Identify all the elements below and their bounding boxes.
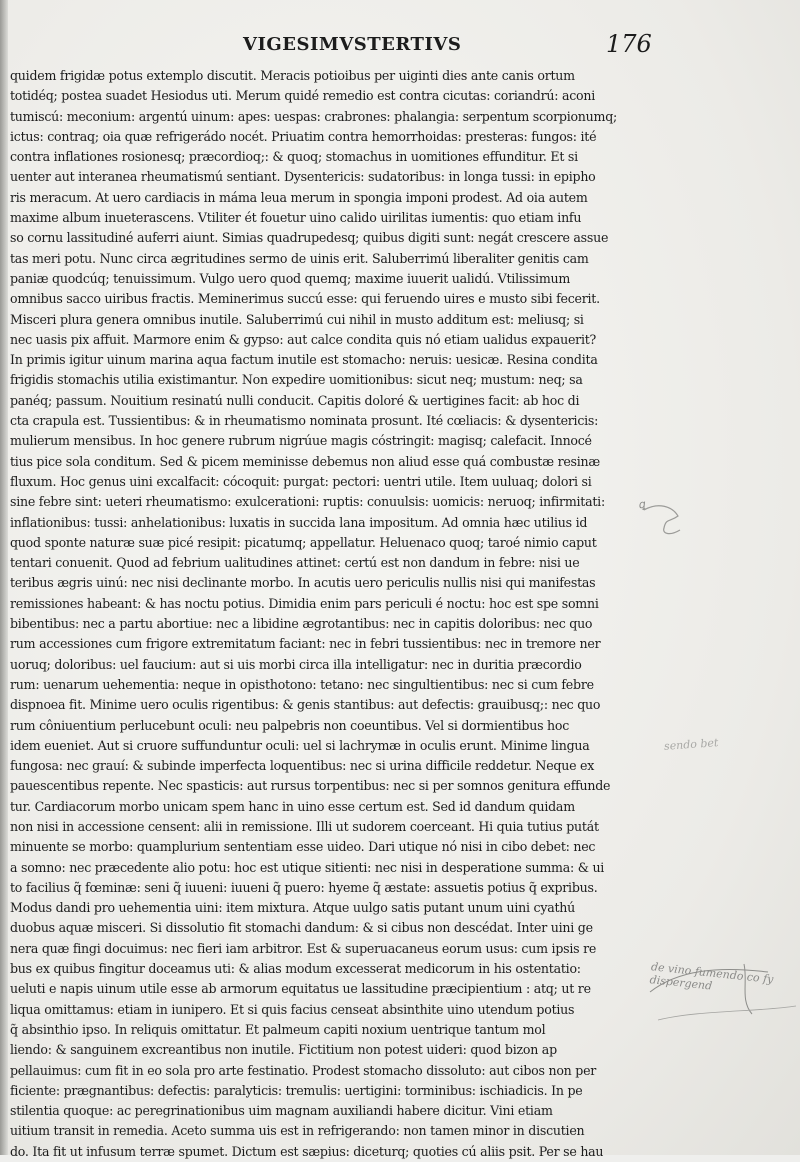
text-line: tur. Cardiacorum morbo unicam spem hanc in uino esse certum est. Sed id dandum quidam xyxy=(10,798,575,814)
text-line: pellauimus: cum fit in eo sola pro arte festinatio. Prodest stomacho dissoluto: aut cibos non per xyxy=(10,1062,597,1078)
marginal-annotation: ꝗ xyxy=(637,497,646,512)
handwritten-marginal-note: de vino fumendo co fy dispergend xyxy=(649,960,774,993)
faded-marginal-note: sendo bet xyxy=(663,736,719,753)
text-line: pauescentibus repente. Nec spasticis: aut rursus torpentibus: nec si per somnos genitura effunde xyxy=(10,778,611,794)
text-line: nera quæ fingi docuimus: nec fieri iam arbitror. Est & superuacaneus eorum usus: cum ipsis re xyxy=(10,940,597,956)
text-line: mulierum mensibus. In hoc genere rubrum nigrúue magis cóstringit: magisq; calefacit. Innocé xyxy=(10,433,592,449)
text-line: tius pice sola conditum. Sed & picem meminisse debemus non aliud esse quá combustæ resinæ xyxy=(10,453,600,469)
text-line: In primis igitur uinum marina aqua factum inutile est stomacho: neruis: uesicæ. Resina condita xyxy=(10,352,598,368)
text-line: sine febre sint: ueteri rheumatismo: exulcerationi: ruptis: conuulsis: uomicis: neruoq; infirmitati: xyxy=(10,494,605,510)
text-line: bibentibus: nec a partu abortiue: nec a libidine ægrotantibus: nec in capitis doloribus: nec quo xyxy=(10,616,593,632)
text-line: ueluti e napis uinum utile esse ab armorum equitatus ue lassitudine præcipientium : atq; ut re xyxy=(10,981,591,997)
handwritten-flourish xyxy=(648,962,798,1026)
text-line: panéq; passum. Nouitium resinatú nulli conducit. Capitis doloré & uertigines facit: ab hoc di xyxy=(10,392,580,408)
text-line: omnibus sacco uiribus fractis. Meminerimus succú esse: qui feruendo uires e musto sibi fecerit. xyxy=(10,291,600,307)
text-line: paniæ quodcúq; tenuissimum. Vulgo uero quod quemq; maxime iuuerit ualidú. Vtilissimum xyxy=(10,270,571,286)
text-line: fungosa: nec grauí: & subinde imperfecta loquentibus: nec si urina difficile reddetur. Neque ex xyxy=(10,758,595,774)
text-line: q̃ absinthio ipso. In reliquis omittatur. Et palmeum capiti noxium uentrique tantum mol xyxy=(10,1021,546,1037)
text-line: inflationibus: tussi: anhelationibus: luxatis in succida lana impositum. Ad omnia hæc utilius id xyxy=(10,514,588,530)
binding-gutter xyxy=(0,0,8,1155)
text-line: bus ex quibus fingitur doceamus uti: & alias modum excesserat medicorum in his ostentatio: xyxy=(10,961,581,977)
text-line: contra inflationes rosionesq; præcordioq;: & quoq; stomachus in uomitiones effunditur. Et si xyxy=(10,149,578,165)
text-line: uitium transit in remedia. Aceto summa uis est in refrigerando: non tamen minor in discutien xyxy=(10,1123,585,1139)
text-line: teribus ægris uinú: nec nisi declinante morbo. In acutis uero periculis nullis nisi qui manifestas xyxy=(10,575,596,591)
text-line: uoruq; doloribus: uel faucium: aut si uis morbi circa illa intelligatur: nec in duritia præcordio xyxy=(10,656,582,672)
text-line: maxime album inueterascens. Vtiliter ét fouetur uino calido uirilitas iumentis: quo etiam infu xyxy=(10,210,582,226)
text-line: rum accessiones cum frigore extremitatum faciant: nec in febri tussientibus: nec in tremore ner xyxy=(10,636,601,652)
text-line: remissiones habeant: & has noctu potius. Dimidia enim pars periculi é noctu: hoc est spe somni xyxy=(10,595,599,611)
folio-number: 176 xyxy=(606,30,652,58)
text-line: nec uasis pix affuit. Marmore enim & gypso: aut calce condita quis nó etiam ualidus expauerit? xyxy=(10,331,597,347)
text-line: tentari conuenit. Quod ad febrium ualitudines attinet: certú est non dandum in febre: nisi ue xyxy=(10,555,580,571)
text-line: idem eueniet. Aut si cruore suffunduntur oculi: uel si lachrymæ in oculis erunt. Minime lingua xyxy=(10,737,590,753)
running-title: VIGESIMVSTERTIVS xyxy=(243,34,462,55)
text-line: to facilius q̃ fœminæ: seni q̃ iuueni: iuueni q̃ puero: hyeme q̃ æstate: assuetis potius q̃ expribus. xyxy=(10,879,598,895)
text-line: fluxum. Hoc genus uini excalfacit: cócoquit: purgat: pectori: uentri utile. Item uuluaq; dolori si xyxy=(10,473,592,489)
text-line: frigidis stomachis utilia existimantur. Non expedire uomitionibus: sicut neq; mustum: neq; sa xyxy=(10,372,583,388)
text-line: ris meracum. At uero cardiacis in máma leua merum in spongia imponi prodest. Ad oia autem xyxy=(10,189,588,205)
page-header xyxy=(0,30,800,62)
text-line: quidem frigidæ potus extemplo discutit. Meracis potioibus per uiginti dies ante canis ortum xyxy=(10,68,575,83)
text-line: do. Ita fit ut infusum terræ spumet. Dictum est sæpius: diceturq; quoties cú aliis psit. Per se hau xyxy=(10,1143,604,1159)
text-line: uenter aut interanea rheumatismú sentiant. Dysentericis: sudatoribus: in longa tussi: in epipho xyxy=(10,169,596,185)
text-line: minuente se morbo: quamplurium sententiam esse uideo. Dari utique nó nisi in cibo debet: nec xyxy=(10,839,596,855)
text-line: quod sponte naturæ suæ picé resipit: picatumq; appellatur. Heluenaco quoq; taroé nimio caput xyxy=(10,534,597,550)
text-line: rum côniuentium perlucebunt oculi: neu palpebris non coeuntibus. Vel si dormientibus hoc xyxy=(10,717,570,733)
text-line: stilentia quoque: ac peregrinationibus uim magnam auxiliandi habere dicitur. Vini etiam xyxy=(10,1103,553,1119)
marginal-flourish xyxy=(640,500,690,540)
text-line: tumiscú: meconium: argentú uinum: apes: uespas: crabrones: phalangia: serpentum scorpionumq; xyxy=(10,108,618,124)
text-line: ficiente: prægnantibus: defectis: paralyticis: tremulis: uertigini: torminibus: ischiadicis. In pe xyxy=(10,1082,583,1098)
text-line: a somno: nec præcedente alio potu: hoc est utique sitienti: nec nisi in desperatione summa: & ui xyxy=(10,859,605,875)
text-line: liqua omittamus: etiam in iunipero. Et si quis facius censeat absinthite uino utendum potius xyxy=(10,1001,575,1017)
text-line: Modus dandi pro uehementia uini: item mixtura. Atque uulgo satis putant unum uini cyathú xyxy=(10,900,575,916)
text-line: tas meri potu. Nunc circa ægritudines sermo de uinis erit. Saluberrimú liberaliter genitis cam xyxy=(10,250,589,266)
body-text xyxy=(10,66,646,1162)
text-line: Misceri plura genera omnibus inutile. Saluberrimú cui nihil in musto additum est: meliusq; si xyxy=(10,311,584,327)
text-line: cta crapula est. Tussientibus: & in rheumatismo nominata prosunt. Ité cœliacis: & dysentericis: xyxy=(10,413,599,429)
text-line: non nisi in accessione censent: alii in remissione. Illi ut sudorem coerceant. Hi quia tutius putát xyxy=(10,818,599,834)
text-line: totidéq; postea suadet Hesiodus uti. Merum quidé remedio est contra cicutas: coriandrú: aconi xyxy=(10,88,596,104)
text-line: dispnoea fit. Minime uero oculis rigentibus: & genis stantibus: aut defectis: grauibusq;: nec quo xyxy=(10,697,601,713)
text-line: ictus: contraq; oia quæ refrigerádo nocét. Priuatim contra hemorrhoidas: presteras: fungos: ité xyxy=(10,128,597,144)
text-line: rum: uenarum uehementia: neque in opisthotono: tetano: nec singultientibus: nec si cum febre xyxy=(10,676,594,692)
text-line: liendo: & sanguinem excreantibus non inutile. Fictitium non potest uideri: quod bizon ap xyxy=(10,1042,557,1058)
text-line: duobus aquæ misceri. Si dissolutio fit stomachi dandum: & si cibus non descédat. Inter uini ge xyxy=(10,920,593,936)
text-line: so cornu lassitudiné auferri aiunt. Simias quadrupedesq; quibus digiti sunt: negát crescere assue xyxy=(10,230,609,246)
